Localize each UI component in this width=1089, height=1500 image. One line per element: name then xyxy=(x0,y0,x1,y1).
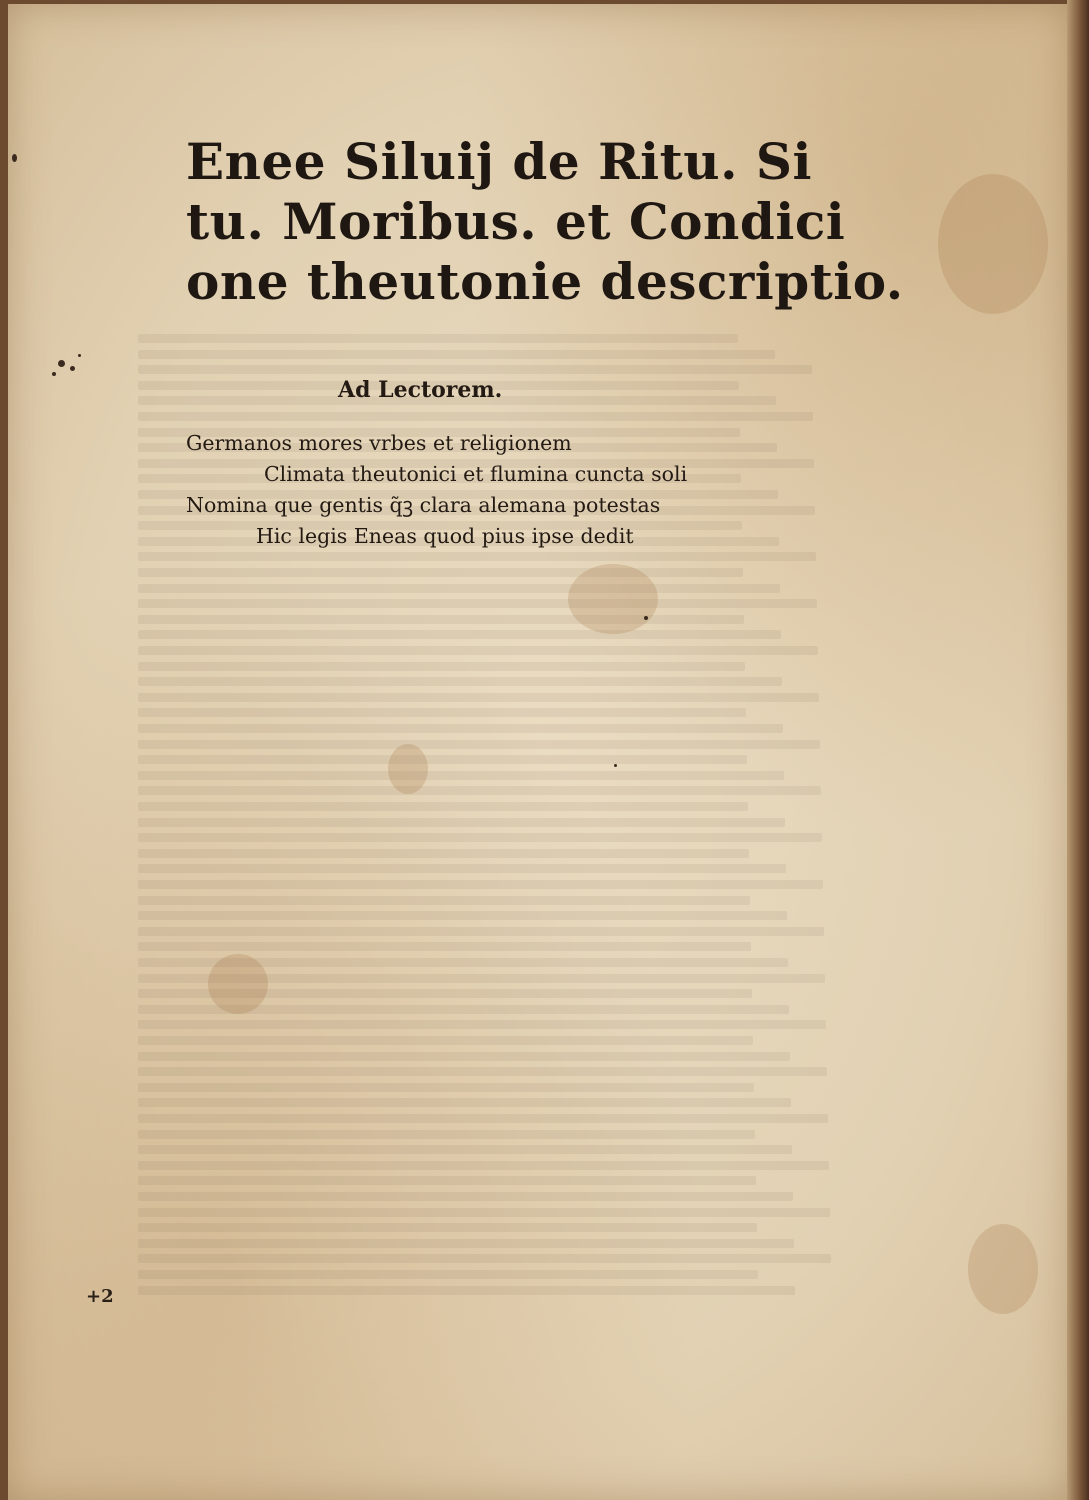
ghost-line xyxy=(138,568,743,577)
ghost-line xyxy=(138,1020,826,1029)
ghost-line xyxy=(138,1254,831,1263)
ghost-line xyxy=(138,646,818,655)
ink-speck xyxy=(70,366,75,371)
ghost-line xyxy=(138,802,748,811)
book-title xyxy=(186,132,904,312)
ghost-line xyxy=(138,677,782,686)
ghost-line xyxy=(138,740,820,749)
ghost-line xyxy=(138,1223,757,1232)
ghost-line xyxy=(138,1130,755,1139)
ghost-line xyxy=(138,334,738,343)
ghost-line xyxy=(138,599,817,608)
ink-speck xyxy=(78,354,81,357)
stain xyxy=(968,1224,1038,1314)
ghost-line xyxy=(138,1098,791,1107)
ghost-line xyxy=(138,1083,754,1092)
ghost-line xyxy=(138,942,751,951)
spine-edge xyxy=(1067,0,1089,1500)
ghost-line xyxy=(138,662,745,671)
ghost-line xyxy=(138,833,822,842)
stain xyxy=(938,174,1048,314)
verse-line: Climata theutonici et flumina cuncta soli xyxy=(264,462,688,486)
ghost-line xyxy=(138,1176,756,1185)
ghost-line xyxy=(138,1239,794,1248)
ink-speck xyxy=(12,154,17,162)
ghost-line xyxy=(138,849,749,858)
ghost-line xyxy=(138,896,750,905)
ghost-line xyxy=(138,1192,793,1201)
verse-line: Nomina que gentis q̃ꝫ clara alemana potestas xyxy=(186,493,661,517)
ghost-line xyxy=(138,630,781,639)
ghost-line xyxy=(138,771,784,780)
verse-line: Germanos mores vrbes et religionem xyxy=(186,431,572,455)
ghost-line xyxy=(138,1036,753,1045)
ink-speck xyxy=(614,764,617,767)
title-line: one theutonie descriptio. xyxy=(186,252,904,311)
ad-lectorem-heading: Ad Lectorem. xyxy=(338,377,503,403)
ink-speck xyxy=(58,360,65,367)
signature-mark: +2 xyxy=(86,1286,114,1307)
ghost-line xyxy=(138,1067,827,1076)
ink-speck xyxy=(644,616,648,620)
ghost-line xyxy=(138,365,812,374)
ghost-line xyxy=(138,724,783,733)
verse-line: Hic legis Eneas quod pius ipse dedit xyxy=(256,524,634,548)
paper-leaf xyxy=(8,4,1070,1500)
ghost-line xyxy=(138,552,816,561)
ghost-line xyxy=(138,1114,828,1123)
stain xyxy=(568,564,658,634)
ghost-line xyxy=(138,1145,792,1154)
ghost-line xyxy=(138,615,744,624)
stain xyxy=(208,954,268,1014)
stain xyxy=(388,744,428,794)
dedicatory-verse xyxy=(186,428,687,552)
ghost-line xyxy=(138,911,787,920)
ghost-line xyxy=(138,693,819,702)
ghost-line xyxy=(138,1052,790,1061)
ghost-line xyxy=(138,864,786,873)
ghost-line xyxy=(138,708,746,717)
ghost-line xyxy=(138,818,785,827)
ghost-line xyxy=(138,412,813,421)
ghost-line xyxy=(138,1161,829,1170)
title-line: Enee Siluij de Ritu. Si xyxy=(186,132,813,191)
ghost-line xyxy=(138,350,775,359)
title-line: tu. Moribus. et Condici xyxy=(186,192,846,251)
ghost-line xyxy=(138,786,821,795)
ink-speck xyxy=(52,372,56,376)
ghost-line xyxy=(138,1270,758,1279)
ghost-line xyxy=(138,755,747,764)
ghost-line xyxy=(138,927,824,936)
ghost-line xyxy=(138,584,780,593)
ghost-line xyxy=(138,880,823,889)
ghost-line xyxy=(138,1208,830,1217)
ghost-line xyxy=(138,1286,795,1295)
